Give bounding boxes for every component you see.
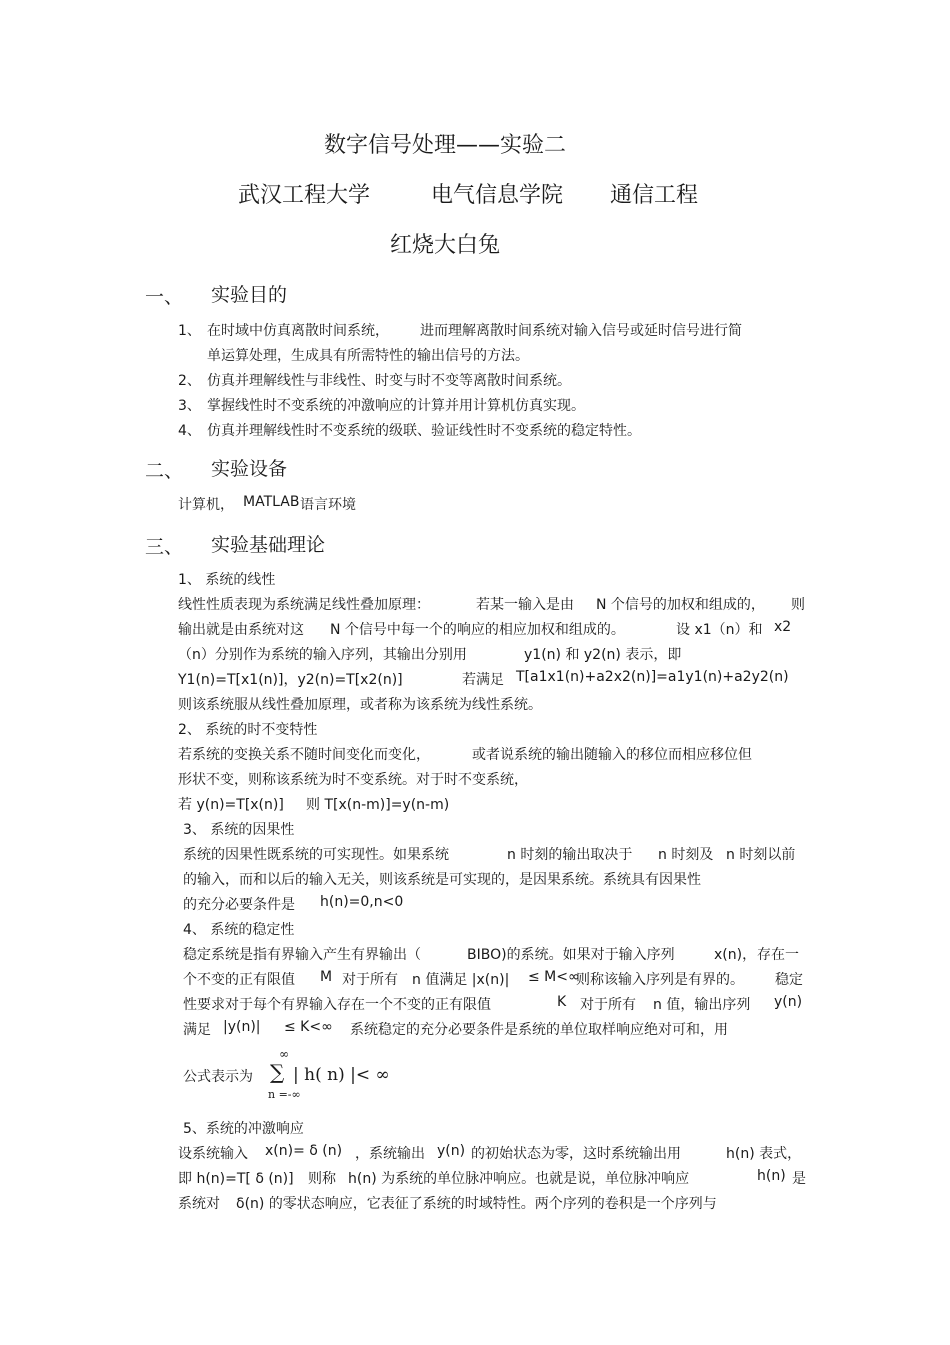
author-name: 红烧大白兔 (389, 233, 500, 258)
body-text: h(n) (757, 1168, 786, 1184)
list-item-text: 仿真并理解线性与非线性、时变与时不变等离散时间系统。 (207, 373, 571, 389)
body-text: 满足 (183, 1022, 211, 1038)
subsection-heading: 2、 系统的时不变特性 (178, 722, 318, 738)
body-text: 的输入，而和以后的输入无关，则该系统是可实现的，是因果系统。系统具有因果性 (183, 872, 701, 888)
body-text: 性要求对于每个有界输入存在一个不变的正有限值 (183, 997, 491, 1013)
body-text: BIBO)的系统。如果对于输入序列 (467, 947, 675, 963)
body-text: 系统稳定的充分必要条件是系统的单位取样响应绝对可和，用 (350, 1022, 728, 1038)
subsection-heading: 4、 系统的稳定性 (183, 922, 295, 938)
body-text: y1(n) 和 y2(n) 表示，即 (524, 647, 682, 663)
body-text: 若系统的变换关系不随时间变化而变化， (178, 747, 430, 763)
body-text: h(n) 表式， (726, 1146, 802, 1162)
body-text: 存在一 (757, 947, 799, 963)
body-text: N 个信号的加权和组成的， (596, 597, 765, 613)
doc-title: 数字信号处理——实验二 (323, 133, 566, 158)
body-text: 语言环境 (300, 497, 356, 513)
list-item-text: 掌握线性时不变系统的冲激响应的计算并用计算机仿真实现。 (207, 398, 585, 414)
body-text: x(n)， (714, 947, 757, 963)
body-text: h(n)=0,n<0 (320, 894, 404, 910)
body-text: Y1(n)=T[x1(n)]，y2(n)=T[x2(n)] (178, 672, 403, 688)
body-text: n 时刻以前 (726, 847, 796, 863)
subsection-heading: 1、 系统的线性 (178, 572, 276, 588)
body-text: 形状不变，则称该系统为时不变系统。对于时不变系统， (178, 772, 528, 788)
body-text: 若 y(n)=T[x(n)] (178, 797, 284, 813)
section-heading: 实验设备 (211, 458, 288, 480)
body-text: n 时刻及 (658, 847, 714, 863)
university-name: 武汉工程大学 (238, 183, 371, 208)
list-number: 2、 (178, 373, 201, 389)
body-text: ≤ M<∞ (528, 969, 580, 985)
list-number: 4、 (178, 423, 201, 439)
body-text: 即 h(n)=T[ δ (n)] (178, 1171, 294, 1187)
body-text: |y(n)| (223, 1019, 261, 1035)
body-text: h(n) 为系统的单位脉冲响应。也就是说，单位脉冲响应 (348, 1171, 690, 1187)
body-text: 则该系统服从线性叠加原理，或者称为该系统为线性系统。 (178, 697, 542, 713)
list-item-text: 在时域中仿真离散时间系统， (207, 323, 389, 339)
body-text: 是 (792, 1171, 806, 1187)
list-item-text: 单运算处理，生成具有所需特性的输出信号的方法。 (207, 348, 529, 364)
body-text: MATLAB (243, 494, 300, 510)
body-text: 稳定系统是指有界输入产生有界输出（ (183, 947, 421, 963)
body-text: 则称该输入序列是有界的。 (576, 972, 744, 988)
body-text: x2 (774, 619, 792, 635)
section-heading: 实验基础理论 (211, 534, 326, 556)
section-number: 三、 (145, 536, 184, 558)
body-text: 线性性质表现为系统满足线性叠加原理： (178, 597, 430, 613)
body-text: （n）分别作为系统的输入序列，其输出分别用 (178, 647, 467, 663)
formula-upper-limit: ∞ (279, 1047, 289, 1061)
body-text: 系统的因果性既系统的可实现性。如果系统 (183, 847, 449, 863)
body-text: 对于所有 (342, 972, 398, 988)
body-text: 输出就是由系统对这 (178, 622, 304, 638)
body-text: 计算机， (178, 497, 234, 513)
body-text: K (557, 994, 567, 1010)
body-text: 设 x1（n）和 (676, 622, 763, 638)
school-name: 电气信息学院 (431, 183, 564, 208)
body-text: 稳定 (775, 972, 803, 988)
body-text: n 值，输出序列 (653, 997, 751, 1013)
subsection-heading: 5、系统的冲激响应 (183, 1121, 304, 1137)
section-number: 二、 (145, 460, 184, 482)
body-text: y(n) (774, 994, 803, 1010)
body-text: n 时刻的输出取决于 (507, 847, 633, 863)
body-text: 或者说系统的输出随输入的移位而相应移位但 (472, 747, 752, 763)
body-text: n 值满足 |x(n)| (412, 972, 510, 988)
body-text: y(n) (437, 1143, 466, 1159)
formula-sigma: ∑ (270, 1060, 285, 1084)
formula-lower-limit: n =-∞ (268, 1088, 301, 1101)
body-text: 的充分必要条件是 (183, 897, 295, 913)
body-text: 的初始状态为零，这时系统输出用 (471, 1146, 681, 1162)
body-text: ≤ K<∞ (284, 1019, 333, 1035)
section-number: 一、 (145, 286, 184, 308)
section-heading: 实验目的 (211, 284, 288, 306)
formula-label: 公式表示为 (183, 1069, 253, 1085)
body-text: 则 T[x(n-m)]=y(n-m) (306, 797, 450, 813)
formula-expression: | h( n) |< ∞ (293, 1065, 390, 1085)
body-text: T[a1x1(n)+a2x2(n)]=a1y1(n)+a2y2(n) (516, 669, 789, 685)
body-text: x(n)= δ (n) (265, 1143, 343, 1159)
body-text: 则称 (308, 1171, 336, 1187)
body-text: ，系统输出 (355, 1146, 425, 1162)
body-text: 设系统输入 (178, 1146, 248, 1162)
list-number: 1、 (178, 323, 201, 339)
list-number: 3、 (178, 398, 201, 414)
subsection-heading: 3、 系统的因果性 (183, 822, 295, 838)
list-item-text: 进而理解离散时间系统对输入信号或延时信号进行简 (420, 323, 742, 339)
major-name: 通信工程 (610, 183, 699, 208)
body-text: 对于所有 (580, 997, 636, 1013)
body-text: M (320, 969, 333, 985)
body-text: N 个信号中每一个的响应的相应加权和组成的。 (330, 622, 625, 638)
body-text: 系统对 (178, 1196, 220, 1212)
list-item-text: 仿真并理解线性时不变系统的级联、验证线性时不变系统的稳定特性。 (207, 423, 641, 439)
body-text: 则 (791, 597, 805, 613)
body-text: 若满足 (462, 672, 504, 688)
body-text: δ(n) 的零状态响应，它表征了系统的时域特性。两个序列的卷积是一个序列与 (236, 1196, 717, 1212)
body-text: 个不变的正有限值 (183, 972, 295, 988)
body-text: 若某一输入是由 (476, 597, 574, 613)
